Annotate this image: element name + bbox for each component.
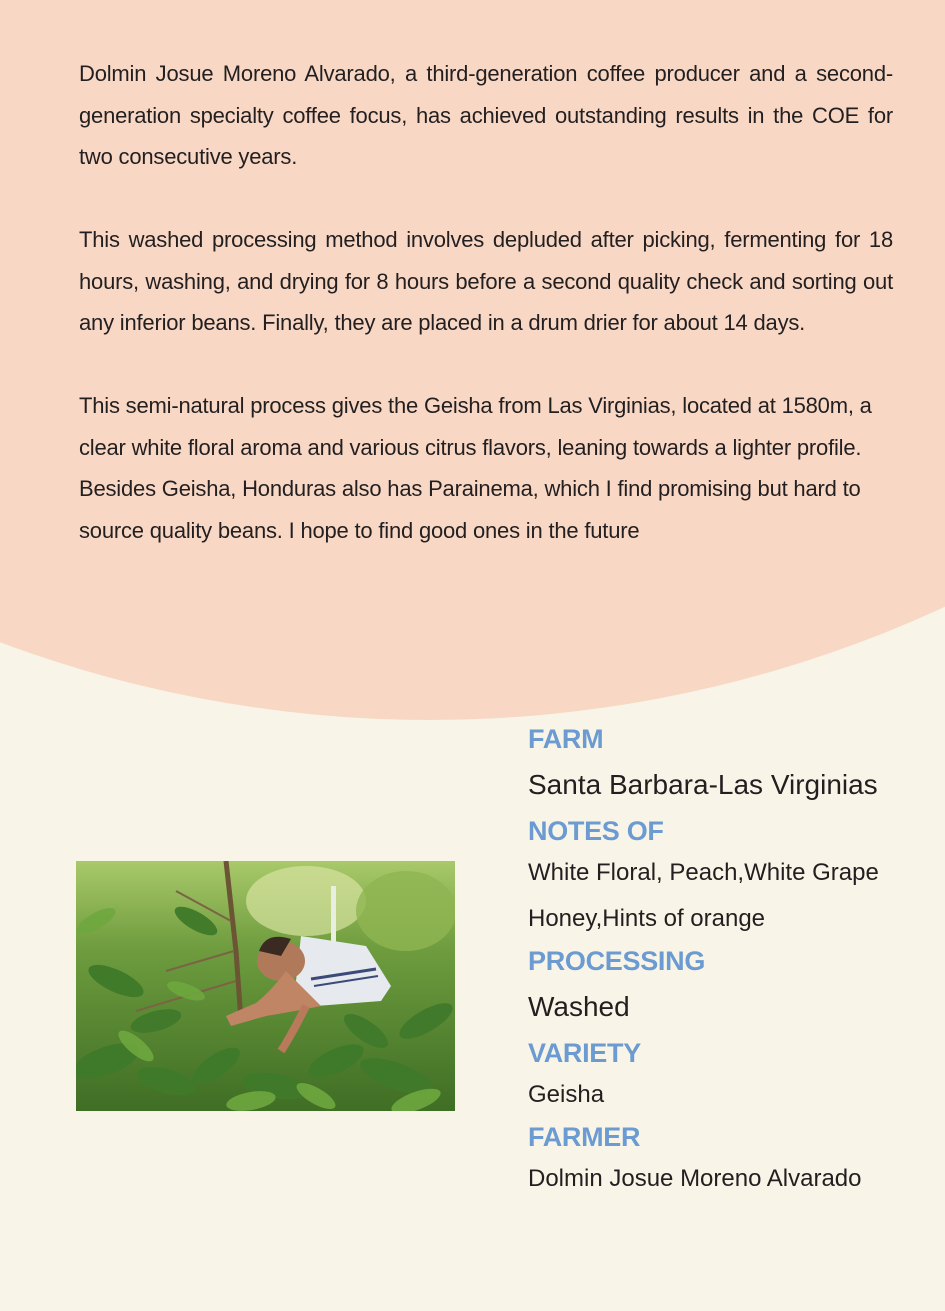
intro-text-block [79,53,893,551]
variety-value: Geisha [528,1081,605,1108]
intro-paragraph-washed-process: This washed processing method involves depluded after picking, fermenting for 18 hours, washing, and drying for 8 hours before a second quality check and sorting out any inferior beans. Finally, they are placed in a drum drier for about 14 days. [79,227,893,335]
notes-label: NOTES OF [528,816,664,846]
farmer-label: FARMER [528,1122,641,1152]
farm-value: Santa Barbara-Las Virginias [528,769,878,800]
farm-label: FARM [528,724,604,754]
intro-paragraph-producer: Dolmin Josue Moreno Alvarado, a third-generation coffee producer and a second-generation specialty coffee focus, has achieved outstanding results in the COE for two consecutive years. [79,61,893,169]
notes-value-line2: Honey,Hints of orange [528,905,766,932]
intro-paragraph-flavor-profile: This semi-natural process gives the Geisha from Las Virginias, located at 1580m, a clear white floral aroma and various citrus flavors, leaning towards a lighter profile. Besides Geisha, Honduras also has Parainema, which I find promising but hard to source quality beans. I hope to find good ones in the future [79,393,872,543]
farmer-photo [76,861,455,1111]
processing-label: PROCESSING [528,946,706,976]
coffee-specs [528,720,928,1202]
processing-value: Washed [528,991,630,1022]
coffee-plants-farmer-image [76,861,455,1111]
notes-value-line1: White Floral, Peach,White Grape [528,859,879,886]
farmer-value: Dolmin Josue Moreno Alvarado [528,1165,862,1192]
variety-label: VARIETY [528,1038,641,1068]
